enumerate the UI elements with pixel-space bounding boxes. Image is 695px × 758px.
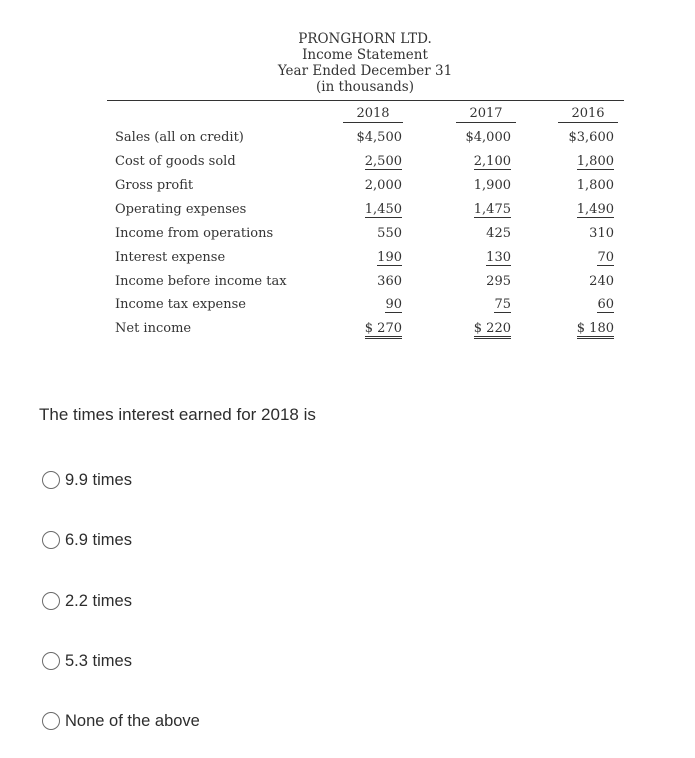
cell-gross-profit-2016: 1,800: [576, 178, 614, 193]
row-label-income-from-operations: Income from operations: [115, 226, 274, 241]
answer-option-label: 5.3 times: [65, 651, 132, 670]
cell-ifo-2018: 550: [377, 226, 402, 241]
cell-sales-2017: $4,000: [465, 130, 511, 145]
answer-option-4[interactable]: [42, 650, 132, 672]
cell-opex-2018: 1,450: [364, 202, 402, 217]
cell-gross-profit-2018: 2,000: [364, 178, 402, 193]
answer-option-2[interactable]: [42, 529, 132, 551]
header-rule: [107, 100, 624, 101]
year-header-2016: 2016: [558, 106, 618, 123]
cell-gross-profit-2017: 1,900: [473, 178, 511, 193]
answer-option-label: 2.2 times: [65, 591, 132, 610]
row-label-gross-profit: Gross profit: [115, 178, 194, 193]
radio-button[interactable]: [42, 652, 60, 670]
cell-tax-2016: 60: [597, 297, 614, 312]
cell-ibt-2017: 295: [486, 274, 511, 289]
cell-sales-2016: $3,600: [568, 130, 614, 145]
cell-net-income-2018: $ 270: [365, 321, 402, 339]
cell-interest-2018: 190: [377, 250, 402, 265]
cell-tax-2017: 75: [494, 297, 511, 312]
cell-opex-2017: 1,475: [473, 202, 511, 217]
cell-ibt-2016: 240: [589, 274, 614, 289]
row-label-sales: Sales (all on credit): [115, 130, 244, 145]
cell-interest-2017: 130: [486, 250, 511, 265]
answer-option-3[interactable]: [42, 590, 132, 612]
radio-button[interactable]: [42, 712, 60, 730]
question-prompt: The times interest earned for 2018 is: [39, 405, 316, 424]
year-header-2018: 2018: [343, 106, 403, 123]
cell-net-income-2016: $ 180: [577, 321, 614, 339]
radio-button[interactable]: [42, 471, 60, 489]
cell-ibt-2018: 360: [377, 274, 402, 289]
statement-title: Income Statement: [302, 47, 428, 63]
cell-tax-2018: 90: [385, 297, 402, 312]
statement-units: (in thousands): [315, 79, 415, 95]
answer-option-5[interactable]: [42, 710, 200, 732]
cell-interest-2016: 70: [597, 250, 614, 265]
row-label-operating-expenses: Operating expenses: [115, 202, 247, 217]
answer-option-label: 6.9 times: [65, 530, 132, 549]
radio-button[interactable]: [42, 531, 60, 549]
row-label-interest-expense: Interest expense: [115, 250, 226, 265]
radio-button[interactable]: [42, 592, 60, 610]
statement-period: Year Ended December 31: [277, 63, 453, 79]
income-statement: [0, 0, 695, 350]
cell-net-income-2017: $ 220: [474, 321, 511, 339]
cell-cogs-2017: 2,100: [473, 154, 511, 169]
cell-cogs-2018: 2,500: [364, 154, 402, 169]
row-label-net-income: Net income: [115, 321, 192, 336]
row-label-income-before-tax: Income before income tax: [115, 274, 287, 289]
answer-option-label: 9.9 times: [65, 470, 132, 489]
year-header-2017: 2017: [456, 106, 516, 123]
cell-ifo-2016: 310: [589, 226, 614, 241]
cell-cogs-2016: 1,800: [576, 154, 614, 169]
row-label-cogs: Cost of goods sold: [115, 154, 236, 169]
answer-option-label: None of the above: [65, 711, 200, 730]
cell-ifo-2017: 425: [486, 226, 511, 241]
company-name: PRONGHORN LTD.: [298, 31, 432, 47]
answer-option-1[interactable]: [42, 469, 132, 491]
row-label-income-tax-expense: Income tax expense: [115, 297, 246, 312]
cell-opex-2016: 1,490: [576, 202, 614, 217]
cell-sales-2018: $4,500: [356, 130, 402, 145]
